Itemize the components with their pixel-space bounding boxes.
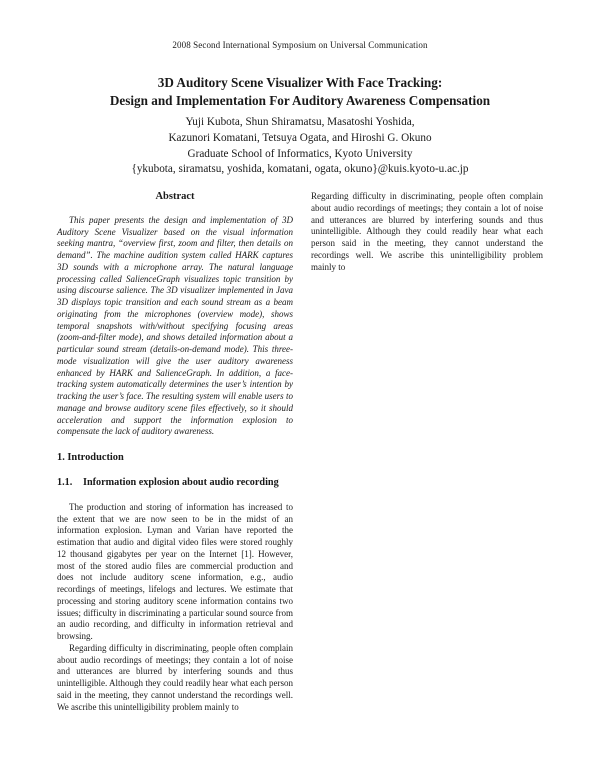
section-heading-introduction: 1. Introduction bbox=[57, 452, 124, 463]
authors-line-2: Kazunori Komatani, Tetsuya Ogata, and Hiroshi G. Okuno bbox=[168, 131, 432, 144]
running-header: 2008 Second International Symposium on Universal Communication bbox=[172, 40, 428, 50]
subsection-heading-1-1 bbox=[57, 476, 293, 489]
abstract-heading: Abstract bbox=[155, 191, 195, 202]
p2-start: Regarding difficulty in discriminating, people often complain about audio recordings of meetings; they contain a lot of noise and utterances are blurred by interfering sounds and thus unintelligible. Although they could readily hear what each person said in the meeting, they cannot understand the recordings well. We ascribe this unintelligibility problem mainly to bbox=[311, 191, 543, 272]
subsection-title: Information explosion about audio recording bbox=[83, 476, 279, 488]
author-emails: {ykubota, siramatsu, yoshida, komatani, ogata, okuno}@kuis.kyoto-u.ac.jp bbox=[131, 163, 469, 176]
right-column bbox=[311, 191, 543, 273]
affiliation: Graduate School of Informatics, Kyoto University bbox=[187, 147, 413, 160]
intro-paragraph-1: The production and storing of information has increased to the extent that we are now seen to be in the midst of an information explosion. Lyman and Varian have reported the estimation that audio and digital video files were stored roughly 12 thousand gigabytes per year on the Internet [1]. However, most of the stored audio files are commercial production and does not include auditory scene information, e.g., audio recordings of meetings, lifelogs and lectures. We estimate that processing and storing auditory scene information contains two issues; difficulty in discriminating a particular sound source from an audio recording, and difficulty in information retrieval and browsing. bbox=[57, 501, 293, 641]
title-line-1: 3D Auditory Scene Visualizer With Face Tracking: bbox=[157, 75, 443, 90]
authors-line-1: Yuji Kubota, Shun Shiramatsu, Masatoshi Yoshida, bbox=[185, 116, 415, 128]
author-block bbox=[40, 115, 560, 178]
left-column bbox=[57, 191, 293, 713]
title-line-2: Design and Implementation For Auditory Awareness Compensation bbox=[109, 93, 491, 108]
abstract-text: This paper presents the design and implementation of 3D Auditory Scene Visualizer based on the visual information seeking mantra, “overview first, zoom and filter, then details on demand”. The machine audition system called HARK captures 3D sounds with a microphone array. The natural language processing called SalienceGraph visualizes topic transition by using discourse salience. The 3D visualizer implemented in Java 3D displays topic transition and each sound stream as a beam originating from the microphones (overview mode), shows temporal snapshots with/without specifying focusing areas (zoom-and-filter mode), and shows detailed information about a particular sound stream (details-on-demand mode). This three-mode visualization will give the user auditory awareness enhanced by HARK and SalienceGraph. In addition, a face-tracking system automatically determines the user’s intention by tracking the user’s face. The resulting system will enable users to manage and browse auditory scene files effectively, so it should acceleration and support the information explosion to compensate the lack of auditory awareness. bbox=[57, 214, 293, 437]
subsection-number: 1.1. bbox=[57, 476, 73, 488]
intro-paragraph-2-continued bbox=[311, 191, 543, 273]
paper-title bbox=[40, 74, 560, 110]
intro-paragraph-2: Regarding difficulty in discriminating, people often complain about audio recordings of meetings; they contain a lot of noise and utterances are blurred by interfering sounds and thus unintelligible. Although they could readily hear what each person said in the meeting, they cannot understand the recordings well. We ascribe this unintelligibility problem mainly to bbox=[57, 642, 293, 712]
